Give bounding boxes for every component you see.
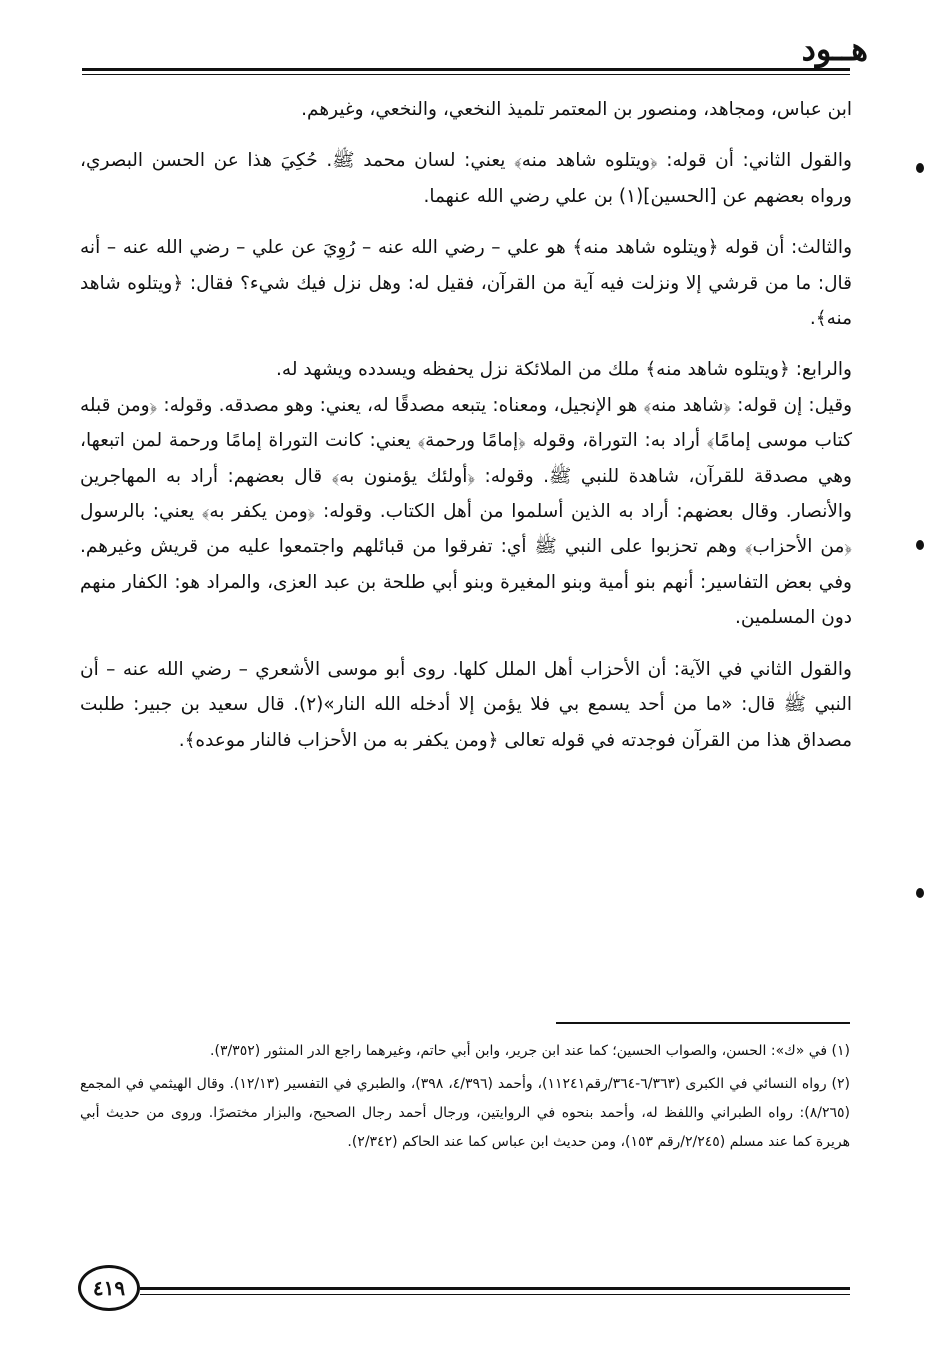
- footnotes: [80, 1037, 850, 1161]
- paragraph: ابن عباس، ومجاهد، ومنصور بن المعتمر تلميذ النخعي، والنخعي، وغيرهم.: [301, 99, 852, 120]
- paragraph: والرابع: ﴿ويتلوه شاهد منه﴾ ملك من الملائكة نزل يحفظه ويسدده ويشهد له.: [276, 359, 852, 381]
- header-rule-thin: [82, 74, 850, 75]
- main-text: [80, 92, 852, 774]
- footnote: (١) في «ك»: الحسن، والصواب الحسين؛ كما عند ابن جرير، وابن أبي حاتم، وغيرهما راجع الدر المنثور (٣/٣٥٢).: [210, 1043, 850, 1059]
- header-rule-thick: [82, 68, 850, 71]
- paragraph: والقول الثاني في الآية: أن الأحزاب أهل الملل كلها. روى أبو موسى الأشعري – رضي الله عنه – أن النبي ﷺ قال: «ما من أحد يسمع بي فلا يؤمن إلا أدخله الله النار»(٢). قال سعيد بن جبير: طلبت مصداق هذا من القرآن فوجدته في قوله تعالى ﴿ومن يكفر به من الأحزاب فالنار موعده﴾.: [80, 658, 852, 751]
- paragraph: والقول الثاني: أن قوله: ﴿ويتلوه شاهد منه﴾ يعني: لسان محمد ﷺ. حُكِيَ هذا عن الحسن البصري، ورواه بعضهم عن [الحسين](١) بن علي رضي الله عنهما.: [80, 150, 852, 207]
- margin-dot-icon: [916, 888, 924, 898]
- footer-rule-thick: [140, 1287, 850, 1290]
- footer-rule-thin: [140, 1294, 850, 1295]
- paragraph: والثالث: أن قوله ﴿ويتلوه شاهد منه﴾ هو علي – رضي الله عنه – رُوِيَ عن علي – رضي الله عنه – أنه قال: ما من قرشي إلا ونزلت فيه آية من القرآن، فقيل له: وهل نزل فيك شيء؟ فقال: ﴿ويتلوه شاهد منه﴾.: [80, 237, 852, 330]
- footnote: (٢) رواه النسائي في الكبرى (٦/٣٦٣-٣٦٤/رقم١١٢٤١)، وأحمد (٤/٣٩٦، ٣٩٨)، والطبري في التفسير (١٢/١٣). وقال الهيثمي في المجمع (٨/٢٦٥): رواه الطبراني واللفظ له، وأحمد بنحوه في الروايتين، ورجال أحمد رجال الصحيح، والبزار مختصرًا. وروى من حديث أبي هريرة كما عند مسلم (٢/٢٤٥/رقم ١٥٣)، ومن حديث ابن عباس كما عند الحاكم (٢/٣٤٢).: [80, 1076, 851, 1150]
- footnote-separator: [556, 1022, 850, 1024]
- running-header-title: هــود: [801, 30, 868, 68]
- paragraph: وقيل: إن قوله: ﴿شاهد منه﴾ هو الإنجيل، ومعناه: يتبعه مصدقًا له، يعني: وهو مصدقه. وقوله: ﴿ومن قبله كتاب موسى إمامًا﴾ أراد به: التوراة، وقوله ﴿إمامًا ورحمة﴾ يعني: كانت التوراة إمامًا ورحمة لمن اتبعها، وهي مصدقة للقرآن، شاهدة للنبي ﷺ. وقوله: ﴿أولئك يؤمنون به﴾ قال بعضهم: أراد به المهاجرين والأنصار. وقال بعضهم: أراد به الذين أسلموا من أهل الكتاب. وقوله: ﴿ومن يكفر به﴾ يعني: بالرسول ﴿من الأحزاب﴾ وهم تحزبوا على النبي ﷺ أي: تفرقوا من قبائلهم واجتمعوا عليه من قريش وغيرهم. وفي بعض التفاسير: أنهم بنو أمية وبنو المغيرة وبنو أبي طلحة بن عبد العزى، والمراد هو: الكفار منهم دون المسلمين.: [80, 394, 852, 629]
- margin-dot-icon: [916, 540, 924, 550]
- margin-dot-icon: [916, 163, 924, 173]
- page-number: ٤١٩: [78, 1265, 140, 1311]
